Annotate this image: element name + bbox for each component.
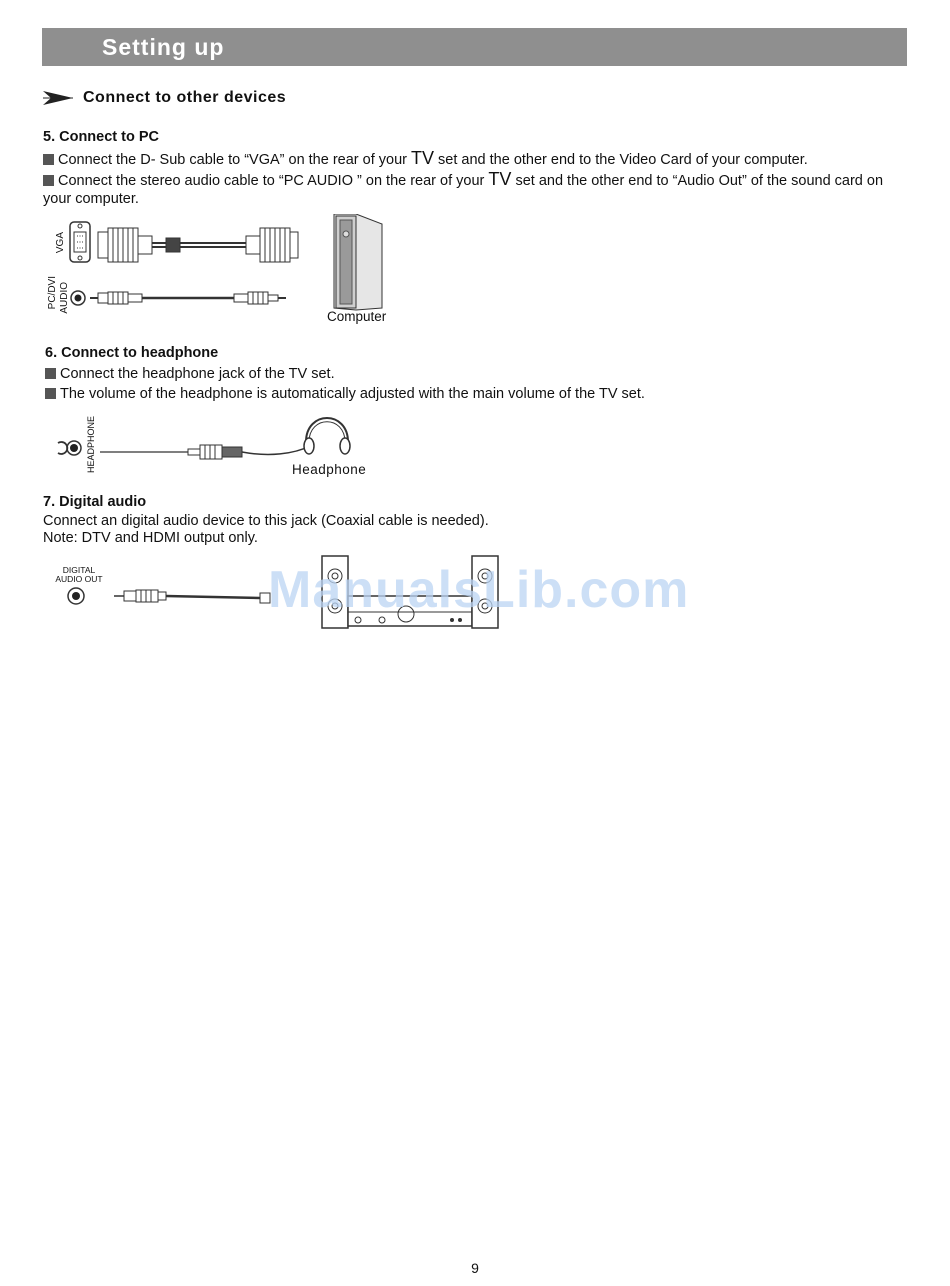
headphone-icon [304,418,350,454]
section-heading: Connect to other devices [83,89,287,106]
pc-connection-diagram [66,214,396,320]
bullet-icon [45,388,56,399]
bullet-icon [43,175,54,186]
pc-line1-text-end: set and the other end to the Video Card of your computer. [434,152,808,168]
arrow-icon [42,90,74,106]
vga-port-icon [70,222,90,262]
pc-line2-text: Connect the stereo audio cable to “PC AUDIO ” on the rear of your [58,173,489,189]
digital-instruction-2: Note: DTV and HDMI output only. [43,530,258,546]
digital-port-label-line2: AUDIO OUT [55,574,103,584]
coaxial-cable-icon [114,590,270,603]
bullet-icon [45,368,56,379]
headphone-instruction-2 [45,384,645,404]
headphone-jack-icon [58,441,81,455]
watermark: ManualsLib.com [268,561,690,619]
headphone-instruction-1 [45,364,335,384]
headphone-line1-text: Connect the headphone jack of the TV set. [60,366,335,382]
headphone-port-label: HEADPHONE [86,416,96,474]
audio-port-label: AUDIO [59,282,70,314]
computer-icon [334,214,382,310]
digital-instruction-1: Connect an digital audio device to this jack (Coaxial cable is needed). [43,513,489,529]
tv-text: TV [411,148,435,168]
pcdvi-port-label: PC/DVI [47,276,58,310]
vga-cable-icon [98,228,298,262]
pc-line1-text: Connect the D- Sub cable to “VGA” on the rear of your [58,152,412,168]
header-bar [42,28,907,66]
bullet-icon [43,154,54,165]
pc-section-title: 5. Connect to PC [43,129,160,145]
vga-port-label: VGA [55,232,66,254]
headphone-section-title: 6. Connect to headphone [45,345,219,361]
headphone-connection-diagram [44,412,364,468]
headphone-cable-icon [100,445,310,459]
pc-line2-text-end: set and the other end to “Audio Out” of the sound card on [511,173,884,189]
pc-audio-cable-icon [71,291,286,305]
computer-label: Computer [327,309,387,324]
digital-audio-jack-icon [68,588,84,604]
digital-port-label-line1: DIGITAL [62,565,96,575]
tv-text: TV [488,169,512,189]
pc-instruction-2 [43,169,883,191]
pc-instruction-2-cont: your computer. [43,191,139,207]
headphone-label: Headphone [292,462,367,477]
headphone-line2-text: The volume of the headphone is automatically adjusted with the main volume of the TV set. [60,386,645,402]
page-number: 9 [471,1260,479,1276]
digital-section-title: 7. Digital audio [43,494,147,510]
page-title: Setting up [102,34,225,60]
pc-instruction-1 [43,148,808,170]
